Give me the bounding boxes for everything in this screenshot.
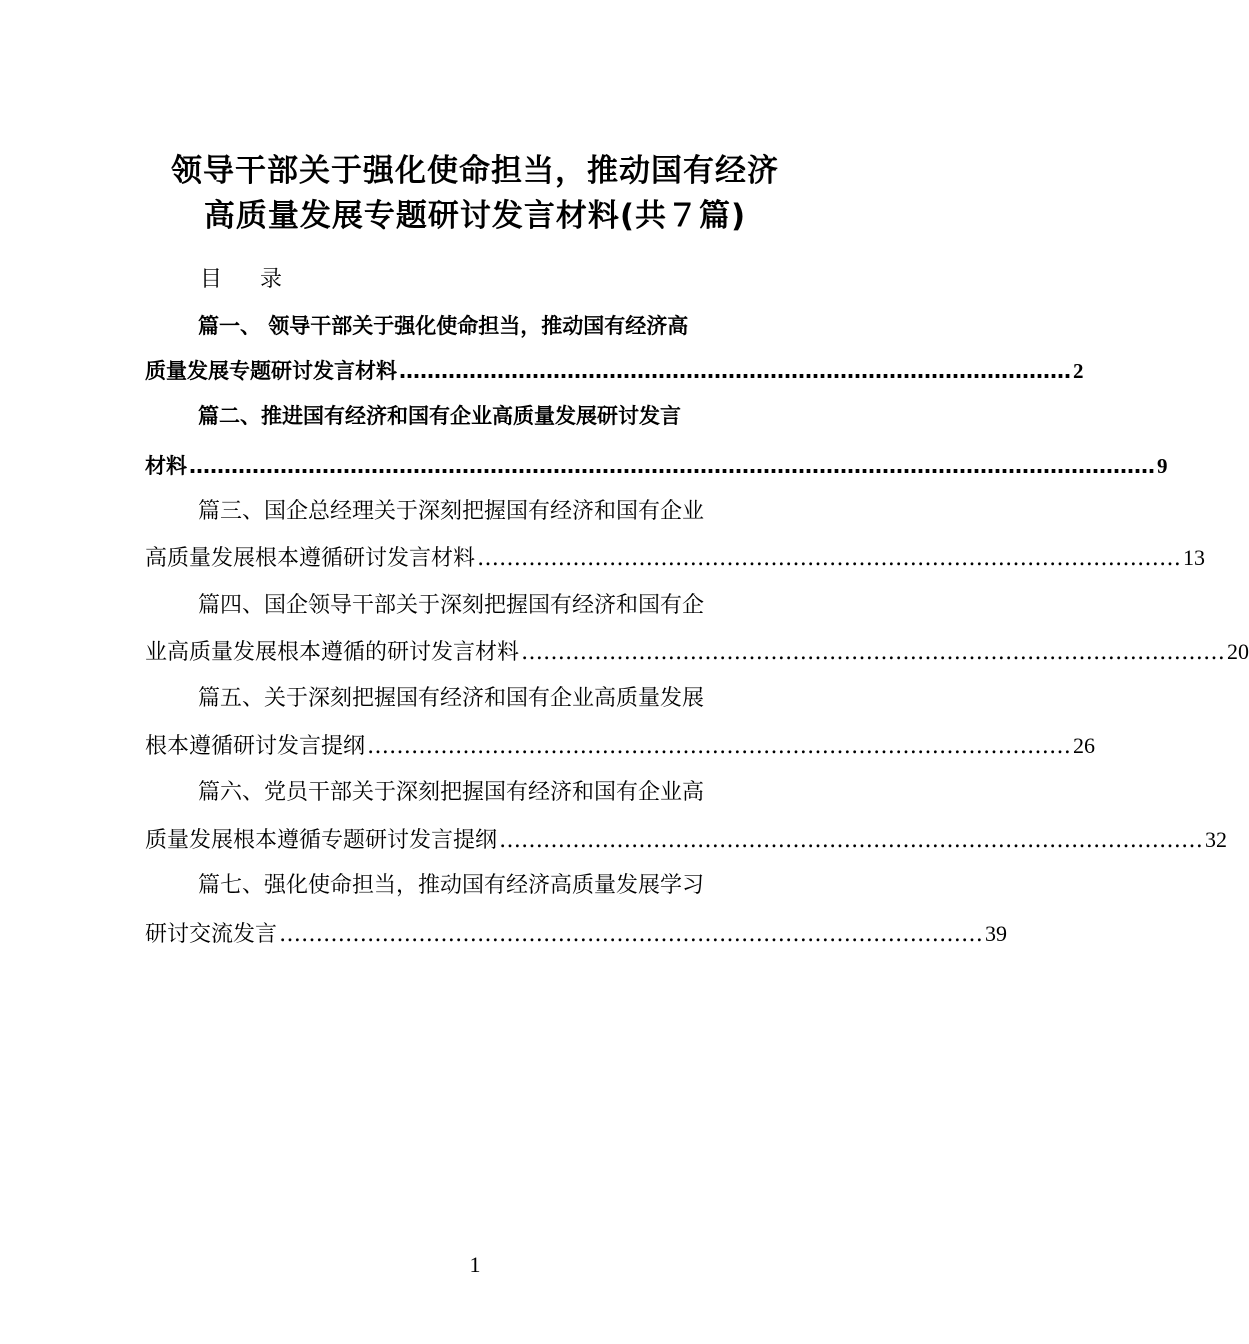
document-title-line1: 领导干部关于强化使命担当，推动国有经济 — [171, 153, 779, 189]
toc-entry-continuation — [145, 918, 1008, 951]
toc-entry-title: 篇二、推进国有经济和国有企业高质量发展研讨发言 — [198, 404, 681, 428]
toc-page-number: 39 — [985, 921, 1008, 946]
toc-entry-title-cont: 高质量发展根本遵循研讨发言材料 — [145, 546, 476, 571]
toc-entry-continuation — [145, 450, 1168, 482]
toc-heading: 目 录 — [200, 267, 284, 292]
toc-entry-title-cont: 研讨交流发言 — [145, 922, 278, 947]
toc-entry-title: 篇五、关于深刻把握国有经济和国有企业高质量发展 — [198, 686, 705, 711]
toc-entry-continuation — [145, 355, 1084, 387]
toc-page-number: 26 — [1073, 733, 1096, 758]
toc-entry-title-cont: 根本遵循研讨发言提纲 — [145, 734, 366, 759]
dot-leader: …………………………………………………………………………………… — [477, 546, 1182, 571]
toc-entry-continuation — [145, 636, 1249, 669]
dot-leader: …………………………………………………………………………………… — [399, 359, 1071, 383]
toc-page-number: 32 — [1205, 827, 1228, 852]
toc-entry-title: 篇七、强化使命担当，推动国有经济高质量发展学习 — [198, 873, 705, 898]
toc-entry-title: 篇四、国企领导干部关于深刻把握国有经济和国有企 — [198, 593, 705, 618]
toc-entry-title-cont: 业高质量发展根本遵循的研讨发言材料 — [145, 640, 520, 665]
dot-leader: ………………………………………………………………………………………………………………………… — [189, 454, 1155, 478]
toc-entry-continuation — [145, 824, 1228, 857]
dot-leader: …………………………………………………………………………………… — [279, 922, 984, 947]
toc-entry-continuation — [145, 542, 1206, 575]
toc-entry-title-cont: 质量发展专题研讨发言材料 — [145, 359, 397, 383]
toc-entry-title: 篇一、 领导干部关于强化使命担当，推动国有经济高 — [198, 314, 689, 338]
toc-entry-title: 篇三、国企总经理关于深刻把握国有经济和国有企业 — [198, 499, 705, 524]
dot-leader: …………………………………………………………………………………… — [499, 828, 1204, 853]
toc-entry-title-cont: 质量发展根本遵循专题研讨发言提纲 — [145, 828, 498, 853]
toc-page-number: 9 — [1157, 454, 1168, 478]
toc-entry-title: 篇六、党员干部关于深刻把握国有经济和国有企业高 — [198, 780, 705, 805]
toc-entry-continuation — [145, 730, 1096, 763]
toc-page-number: 2 — [1073, 359, 1084, 383]
toc-entry-title-cont: 材料 — [145, 454, 187, 478]
dot-leader: …………………………………………………………………………………… — [367, 734, 1072, 759]
dot-leader: …………………………………………………………………………………… — [521, 640, 1226, 665]
page-number: 1 — [469, 1252, 481, 1277]
document-title-line2: 高质量发展专题研讨发言材料(共７篇) — [203, 198, 747, 234]
toc-page-number: 20 — [1227, 639, 1249, 664]
toc-page-number: 13 — [1183, 545, 1206, 570]
